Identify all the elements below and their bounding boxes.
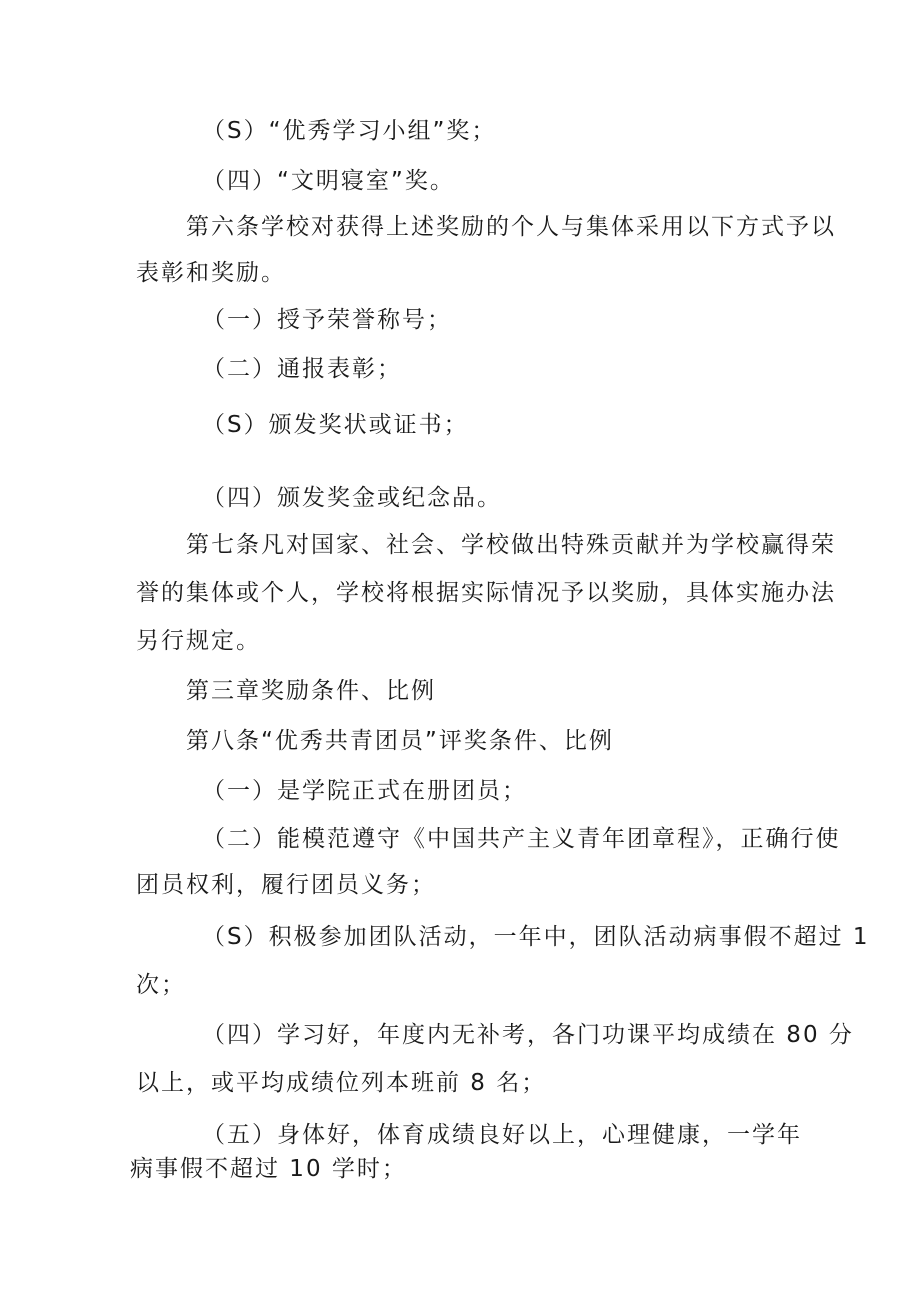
article-6-line-1: 第六条学校对获得上述奖励的个人与集体采用以下方式予以	[186, 214, 836, 240]
condition-activities-line-1: （S）积极参加团队活动，一年中，团队活动病事假不超过 1	[202, 924, 870, 950]
article-7-line-1: 第七条凡对国家、社会、学校做出特殊贡献并为学校赢得荣	[186, 532, 836, 558]
list-item-bonus: （四）颁发奖金或纪念品。	[202, 485, 502, 511]
article-7-line-2: 誉的集体或个人，学校将根据实际情况予以奖励，具体实施办法	[136, 580, 836, 606]
condition-health-line-2: 病事假不超过 10 学时；	[130, 1156, 407, 1182]
list-item-honor-title: （一）授予荣誉称号；	[202, 307, 452, 333]
condition-comply-charter-line-2: 团员权利，履行团员义务；	[136, 872, 436, 898]
condition-study-line-2: 以上，或平均成绩位列本班前 8 名；	[136, 1070, 547, 1096]
list-item-certificate: （S）颁发奖状或证书；	[202, 412, 469, 438]
list-item-excellent-study-group: （S）“优秀学习小组”奖；	[202, 118, 497, 144]
condition-registered-member: （一）是学院正式在册团员；	[202, 778, 527, 804]
condition-comply-charter-line-1: （二）能模范遵守《中国共产主义青年团章程》，正确行使	[202, 826, 841, 852]
article-8-heading: 第八条“优秀共青团员”评奖条件、比例	[186, 728, 614, 754]
condition-activities-line-2: 次；	[136, 972, 186, 998]
article-6-line-2: 表彰和奖励。	[136, 260, 286, 286]
condition-study-line-1: （四）学习好，年度内无补考，各门功课平均成绩在 80 分	[202, 1022, 854, 1048]
chapter-3-heading: 第三章奖励条件、比例	[186, 678, 436, 704]
list-item-civilized-dorm: （四）“文明寝室”奖。	[202, 168, 455, 194]
article-7-line-3: 另行规定。	[136, 628, 261, 654]
condition-health-line-1: （五）身体好，体育成绩良好以上，心理健康，一学年	[202, 1122, 802, 1148]
list-item-commendation: （二）通报表彰；	[202, 356, 402, 382]
